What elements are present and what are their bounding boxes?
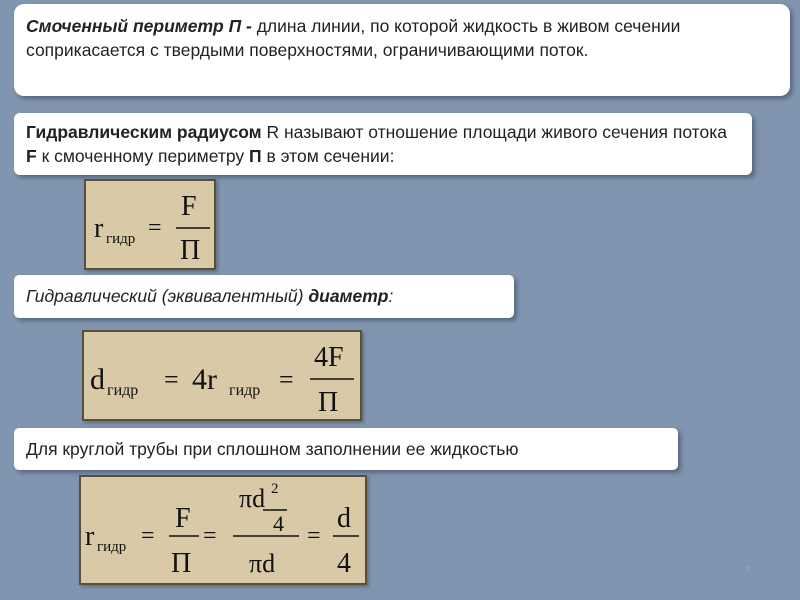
term-colon: : xyxy=(388,286,394,306)
formula1-numerator: F xyxy=(181,191,197,222)
definition-hydraulic-radius xyxy=(14,113,752,175)
symbol-area: F xyxy=(26,146,37,166)
formula3-superscript: 2 xyxy=(271,481,279,497)
formula1-subscript: гидр xyxy=(106,231,136,247)
formula2-equals-2: = xyxy=(279,365,294,394)
definition-wetted-perimeter xyxy=(14,4,790,96)
definition-text-1: R называют отношение площади живого сечения потока xyxy=(261,122,727,142)
formula3-equals-3: = xyxy=(307,523,321,549)
round-pipe-statement xyxy=(14,428,678,470)
formula3-denominator-2: πd xyxy=(249,549,276,578)
formula1-equals: = xyxy=(148,215,162,241)
definition-text-2: к смоченному периметру xyxy=(36,146,250,166)
formula2-subscript-2: гидр xyxy=(229,382,261,399)
formula1-denominator: П xyxy=(180,235,201,266)
formula2-equals: = xyxy=(164,365,179,394)
formula3-numerator-2: πd xyxy=(239,484,266,513)
formula2-denominator: П xyxy=(318,387,339,418)
formula2-subscript: гидр xyxy=(107,382,139,399)
formula3-lhs: r xyxy=(85,521,95,552)
page-number: 7 xyxy=(745,565,751,576)
round-pipe-text: Для круглой трубы при сплошном заполнении ее жидкостью xyxy=(26,439,519,459)
definition-text: длина линии, по которой жидкость в живом сечении соприкасается с твердыми поверхностями, ограничивающими поток. xyxy=(26,16,681,60)
formula-hydraulic-radius xyxy=(84,179,216,270)
term-hydraulic-diameter-prefix: Гидравлический (эквивалентный) xyxy=(26,286,309,306)
formula3-equals: = xyxy=(141,523,155,549)
formula3-denominator-1: П xyxy=(171,548,192,579)
formula3-numerator-1: F xyxy=(175,503,191,534)
term-wetted-perimeter: Смоченный периметр П - xyxy=(26,16,252,36)
formula3-subscript: гидр xyxy=(97,539,127,555)
formula3-equals-2: = xyxy=(203,523,217,549)
formula3-numerator-3: d xyxy=(337,503,351,534)
definition-text-3: в этом сечении: xyxy=(261,146,395,166)
formula1-lhs: r xyxy=(94,213,104,244)
formula-hydraulic-diameter xyxy=(82,330,362,421)
term-hydraulic-radius: Гидравлическим радиусом xyxy=(26,122,262,142)
formula-round-pipe xyxy=(79,475,367,585)
formula3-denominator-3: 4 xyxy=(337,548,351,579)
formula2-lhs: d xyxy=(90,363,105,396)
formula2-numerator: 4F xyxy=(314,342,344,373)
symbol-perimeter: П xyxy=(249,146,262,166)
definition-hydraulic-diameter xyxy=(14,275,514,318)
formula2-coefficient: 4r xyxy=(192,363,217,396)
formula3-inner-denominator: 4 xyxy=(273,511,284,536)
term-diameter: диаметр xyxy=(308,286,389,306)
